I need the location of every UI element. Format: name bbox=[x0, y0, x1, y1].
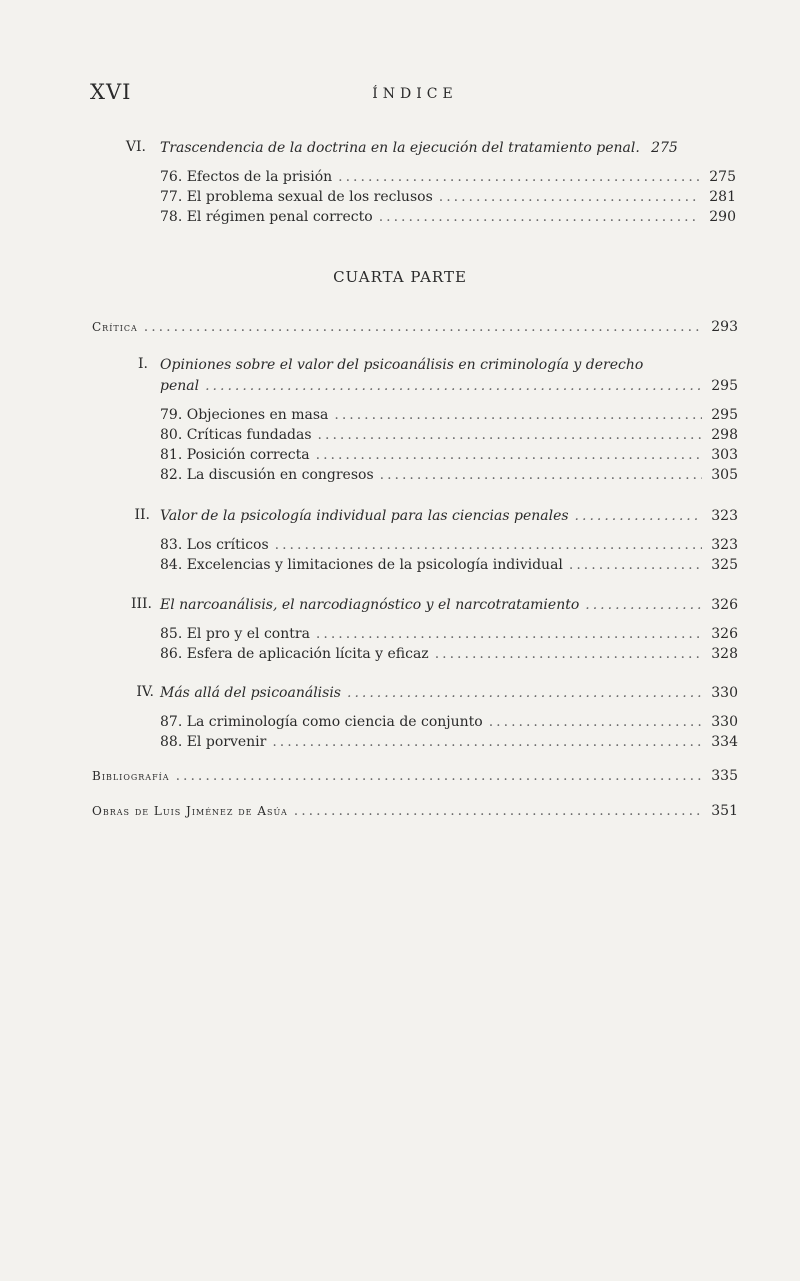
leader-dots bbox=[347, 684, 702, 702]
toc-subentry[interactable] bbox=[160, 406, 738, 424]
page-ref: 305 bbox=[711, 467, 738, 483]
part-heading: CUARTA PARTE bbox=[333, 268, 467, 286]
toc-entry[interactable] bbox=[160, 684, 738, 702]
toc-subentry[interactable] bbox=[160, 536, 738, 554]
leader-dots bbox=[439, 188, 700, 206]
leader-dots bbox=[176, 767, 702, 785]
page-ref: 323 bbox=[711, 537, 738, 553]
entry-label: 78. El régimen penal correcto bbox=[160, 209, 373, 225]
toc-subentry[interactable] bbox=[160, 188, 736, 206]
chapter-numeral: III. bbox=[130, 596, 152, 612]
page-ref: 323 bbox=[711, 508, 738, 524]
page-number: XVI bbox=[90, 80, 132, 104]
section-numeral: VI. bbox=[125, 139, 146, 155]
chapter-numeral: I. bbox=[138, 356, 148, 372]
entry-label: 77. El problema sexual de los reclusos bbox=[160, 189, 433, 205]
toc-subentry[interactable] bbox=[160, 645, 738, 663]
entry-label: 86. Esfera de aplicación lícita y eficaz bbox=[160, 646, 429, 662]
page-ref: 351 bbox=[711, 803, 738, 819]
entry-label: Obras de Luis Jiménez de Asúa bbox=[92, 804, 288, 818]
page-ref: 325 bbox=[711, 557, 738, 573]
toc-entry[interactable] bbox=[160, 596, 738, 614]
toc-entry-bibliografia[interactable] bbox=[92, 767, 738, 785]
page-ref: 330 bbox=[711, 685, 738, 701]
toc-subentry[interactable] bbox=[160, 556, 738, 574]
entry-label: 81. Posición correcta bbox=[160, 447, 310, 463]
leader-dots bbox=[575, 507, 702, 525]
entry-label: Bibliografía bbox=[92, 769, 170, 783]
leader-dots bbox=[144, 318, 702, 336]
leader-dots bbox=[435, 645, 702, 663]
page-ref: 293 bbox=[711, 319, 738, 335]
page-ref: 328 bbox=[711, 646, 738, 662]
toc-entry[interactable] bbox=[160, 139, 740, 157]
toc-entry-critica[interactable] bbox=[92, 318, 738, 336]
toc-subentry[interactable] bbox=[160, 168, 736, 186]
toc-subentry[interactable] bbox=[160, 466, 738, 484]
toc-entry-obras[interactable] bbox=[92, 802, 738, 820]
toc-subentry[interactable] bbox=[160, 733, 738, 751]
chapter-numeral: IV. bbox=[136, 684, 154, 700]
leader-dots bbox=[316, 446, 702, 464]
page-ref: 290 bbox=[709, 209, 736, 225]
page-ref: 295 bbox=[711, 378, 738, 394]
chapter-title: Valor de la psicología individual para las ciencias penales bbox=[160, 508, 569, 524]
entry-label: 88. El porvenir bbox=[160, 734, 267, 750]
leader-dots bbox=[205, 377, 702, 395]
leader-dots bbox=[338, 168, 700, 186]
entry-label: 83. Los críticos bbox=[160, 537, 269, 553]
leader-dots bbox=[294, 802, 702, 820]
leader-dots bbox=[318, 426, 702, 444]
page-ref: 298 bbox=[711, 427, 738, 443]
entry-label: 79. Objeciones en masa bbox=[160, 407, 329, 423]
page-ref: 330 bbox=[711, 714, 738, 730]
toc-subentry[interactable] bbox=[160, 426, 738, 444]
page-ref: 303 bbox=[711, 447, 738, 463]
page-ref: 295 bbox=[711, 407, 738, 423]
toc-entry[interactable] bbox=[160, 377, 738, 395]
section-title: Trascendencia de la doctrina en la ejecución del tratamiento penal. bbox=[160, 140, 640, 156]
chapter-title: El narcoanálisis, el narcodiagnóstico y el narcotratamiento bbox=[160, 597, 580, 613]
chapter-title[interactable]: Opiniones sobre el valor del psicoanálisis en criminología y derecho bbox=[160, 357, 644, 373]
toc-subentry[interactable] bbox=[160, 446, 738, 464]
page-ref: 335 bbox=[711, 768, 738, 784]
toc-subentry[interactable] bbox=[160, 208, 736, 226]
page-ref: 334 bbox=[711, 734, 738, 750]
entry-label: 84. Excelencias y limitaciones de la psicología individual bbox=[160, 557, 563, 573]
entry-label: 87. La criminología como ciencia de conjunto bbox=[160, 714, 483, 730]
page-ref: 275 bbox=[709, 169, 736, 185]
page-ref: 275 bbox=[651, 140, 678, 156]
leader-dots bbox=[272, 733, 702, 751]
entry-label: Crítica bbox=[92, 320, 138, 334]
toc-entry[interactable] bbox=[160, 507, 738, 525]
page-ref: 326 bbox=[711, 626, 738, 642]
toc-subentry[interactable] bbox=[160, 713, 738, 731]
chapter-title-cont: penal bbox=[160, 378, 200, 394]
page-header bbox=[90, 80, 740, 110]
chapter-numeral: II. bbox=[134, 507, 150, 523]
toc-subentry[interactable] bbox=[160, 625, 738, 643]
entry-label: 85. El pro y el contra bbox=[160, 626, 310, 642]
leader-dots bbox=[379, 208, 700, 226]
leader-dots bbox=[334, 406, 702, 424]
entry-label: 76. Efectos de la prisión bbox=[160, 169, 333, 185]
page-ref: 326 bbox=[711, 597, 738, 613]
chapter-title: Más allá del psicoanálisis bbox=[160, 685, 341, 701]
leader-dots bbox=[380, 466, 702, 484]
entry-label: 80. Críticas fundadas bbox=[160, 427, 312, 443]
leader-dots bbox=[569, 556, 702, 574]
running-title: ÍNDICE bbox=[372, 86, 458, 102]
leader-dots bbox=[489, 713, 702, 731]
leader-dots bbox=[585, 596, 702, 614]
entry-label: 82. La discusión en congresos bbox=[160, 467, 374, 483]
leader-dots bbox=[316, 625, 702, 643]
leader-dots bbox=[275, 536, 702, 554]
page-ref: 281 bbox=[709, 189, 736, 205]
